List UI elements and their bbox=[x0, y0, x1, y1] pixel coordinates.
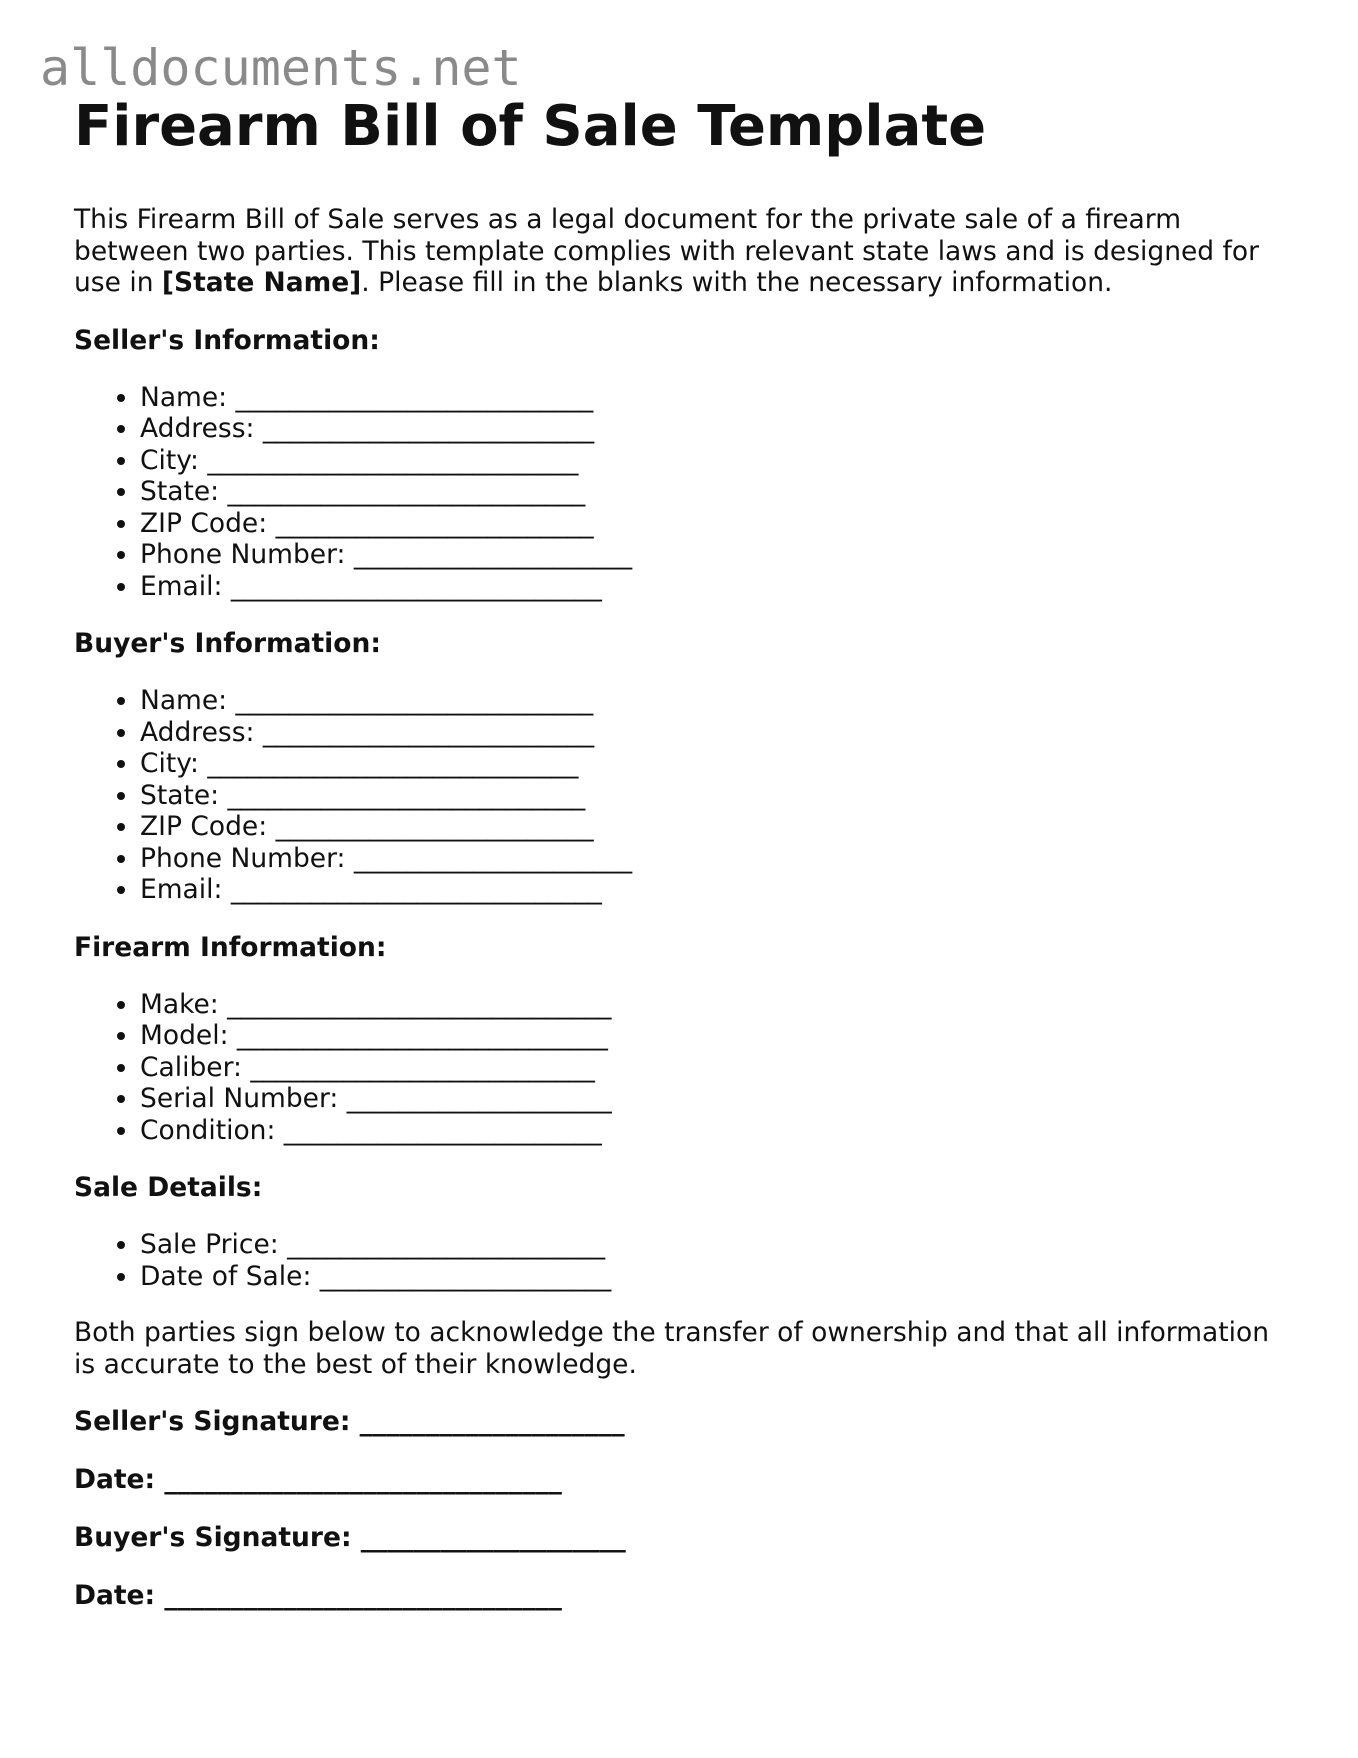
seller-state-field: • State: ___________________________ bbox=[140, 476, 1294, 508]
sale-details-heading: Sale Details: bbox=[74, 1172, 263, 1203]
sale-date-field: • Date of Sale: ______________________ bbox=[140, 1261, 1294, 1293]
seller-city-field: • City: ____________________________ bbox=[140, 445, 1294, 477]
buyer-signature-line: Buyer's Signature: ____________________ bbox=[74, 1522, 626, 1553]
buyer-phone-field: • Phone Number: _____________________ bbox=[140, 843, 1294, 875]
watermark: alldocuments.net bbox=[40, 39, 522, 97]
buyer-name-field: • Name: ___________________________ bbox=[140, 685, 1294, 717]
sale-details-list bbox=[74, 1229, 1294, 1292]
buyer-zip-field: • ZIP Code: ________________________ bbox=[140, 811, 1294, 843]
firearm-serial-field: • Serial Number: ____________________ bbox=[140, 1083, 1294, 1115]
state-name-placeholder: [State Name] bbox=[161, 267, 362, 298]
buyer-state-field: • State: ___________________________ bbox=[140, 780, 1294, 812]
seller-name-field: • Name: ___________________________ bbox=[140, 382, 1294, 414]
buyer-info-heading: Buyer's Information: bbox=[74, 628, 381, 659]
firearm-info-list bbox=[74, 989, 1294, 1147]
firearm-caliber-field: • Caliber: __________________________ bbox=[140, 1052, 1294, 1084]
seller-date-line: Date: ______________________________ bbox=[74, 1464, 562, 1495]
buyer-address-field: • Address: _________________________ bbox=[140, 717, 1294, 749]
seller-email-field: • Email: ____________________________ bbox=[140, 571, 1294, 603]
buyer-email-field: • Email: ____________________________ bbox=[140, 874, 1294, 906]
seller-info-list bbox=[74, 382, 1294, 603]
buyer-date-line: Date: ______________________________ bbox=[74, 1580, 562, 1611]
firearm-info-heading: Firearm Information: bbox=[74, 931, 387, 963]
buyer-city-field: • City: ____________________________ bbox=[140, 748, 1294, 780]
seller-phone-field: • Phone Number: _____________________ bbox=[140, 539, 1294, 571]
intro-text-after: . Please fill in the blanks with the necessary information. bbox=[361, 267, 1113, 298]
sale-price-field: • Sale Price: ________________________ bbox=[140, 1229, 1294, 1261]
document-title: Firearm Bill of Sale Template bbox=[74, 94, 987, 159]
firearm-condition-field: • Condition: ________________________ bbox=[140, 1115, 1294, 1147]
seller-address-field: • Address: _________________________ bbox=[140, 413, 1294, 445]
document-page bbox=[74, 92, 1294, 1612]
closing-paragraph: Both parties sign below to acknowledge the transfer of ownership and that all information is accurate to the best of their knowledge. bbox=[74, 1317, 1270, 1380]
seller-info-heading: Seller's Information: bbox=[74, 324, 380, 356]
firearm-make-field: • Make: _____________________________ bbox=[140, 989, 1294, 1021]
firearm-model-field: • Model: ____________________________ bbox=[140, 1020, 1294, 1052]
intro-paragraph bbox=[74, 204, 1294, 299]
seller-zip-field: • ZIP Code: ________________________ bbox=[140, 508, 1294, 540]
seller-signature-line: Seller's Signature: ____________________ bbox=[74, 1406, 625, 1437]
buyer-info-list bbox=[74, 685, 1294, 906]
intro-text-before: This Firearm Bill of Sale serves as a legal document for the private sale of a firearm between two parties. This template complies with relevant state laws and is designed for use in bbox=[74, 204, 1259, 298]
